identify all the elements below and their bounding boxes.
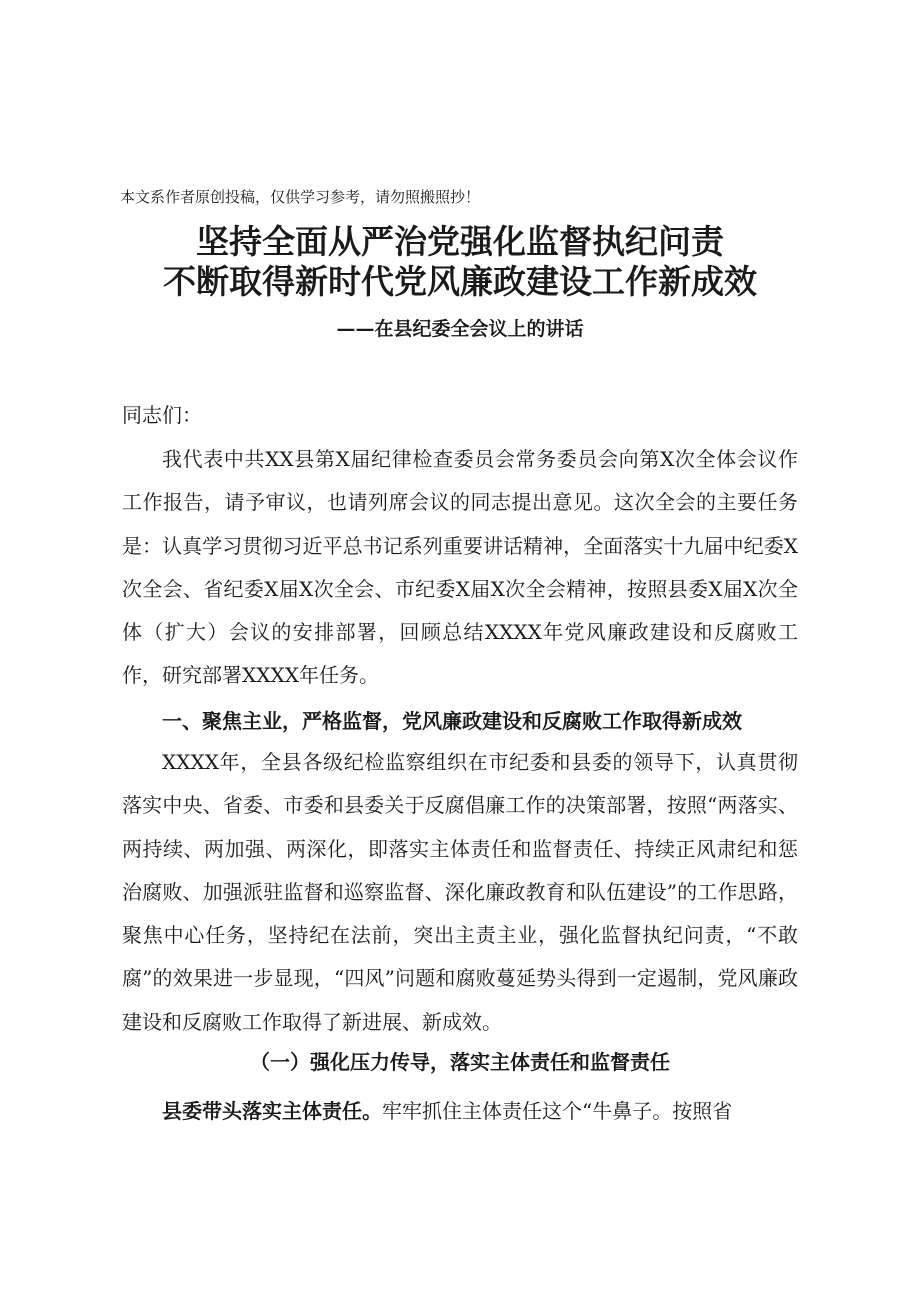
subtitle: ——在县纪委全会议上的讲话 [336, 318, 584, 340]
intro-paragraph: 我代表中共XX县第X届纪律检查委员会常务委员会向第X次全体会议作工作报告，请予审议，也请列席会议的同志提出意见。这次全会的主要任务是：认真学习贯彻习近平总书记系列重要讲话精神，全面落实十九届中纪委X次全会、省纪委X届X次全会、市纪委X届X次全会精神，按照县委X届X次全体（扩大）会议的安排部署，回顾总结XXXX年党风廉政建设和反腐败工作，研究部署XXXX年任务。 [122, 447, 798, 688]
section-heading-1: 一、聚焦主业，严格监督，党风廉政建设和反腐败工作取得新成效 [162, 709, 742, 733]
subsection-1-paragraph [122, 1090, 798, 1133]
title-line-1: 坚持全面从严治党强化监督执纪问责 [196, 222, 724, 261]
subsection-1-text: 牢牢抓住主体责任这个“牛鼻子。按照省 [382, 1099, 733, 1123]
copyright-notice: 本文系作者原创投稿，仅供学习参考，请勿照搬照抄！ [120, 188, 481, 206]
title-line-2: 不断取得新时代党风廉政建设工作新成效 [163, 262, 757, 301]
salutation: 同志们： [122, 403, 202, 427]
subsection-heading-1: （一）强化压力传导，落实主体责任和监督责任 [250, 1050, 670, 1074]
section-1-paragraph: XXXX年，全县各级纪检监察组织在市纪委和县委的领导下，认真贯彻落实中央、省委、市委和县委关于反腐倡廉工作的决策部署，按照“两落实、两持续、两加强、两深化，即落实主体责任和监督责任、持续正风肃纪和惩治腐败、加强派驻监督和巡察监督、深化廉政教育和队伍建设”的工作思路，聚焦中心任务，坚持纪在法前，突出主责主业，强化监督执纪问责，“不敢腐”的效果进一步显现，“四风”问题和腐败蔓延势头得到一定遏制，党风廉政建设和反腐败工作取得了新进展、新成效。 [122, 750, 798, 1034]
subsection-1-lead: 县委带头落实主体责任。 [162, 1099, 382, 1123]
